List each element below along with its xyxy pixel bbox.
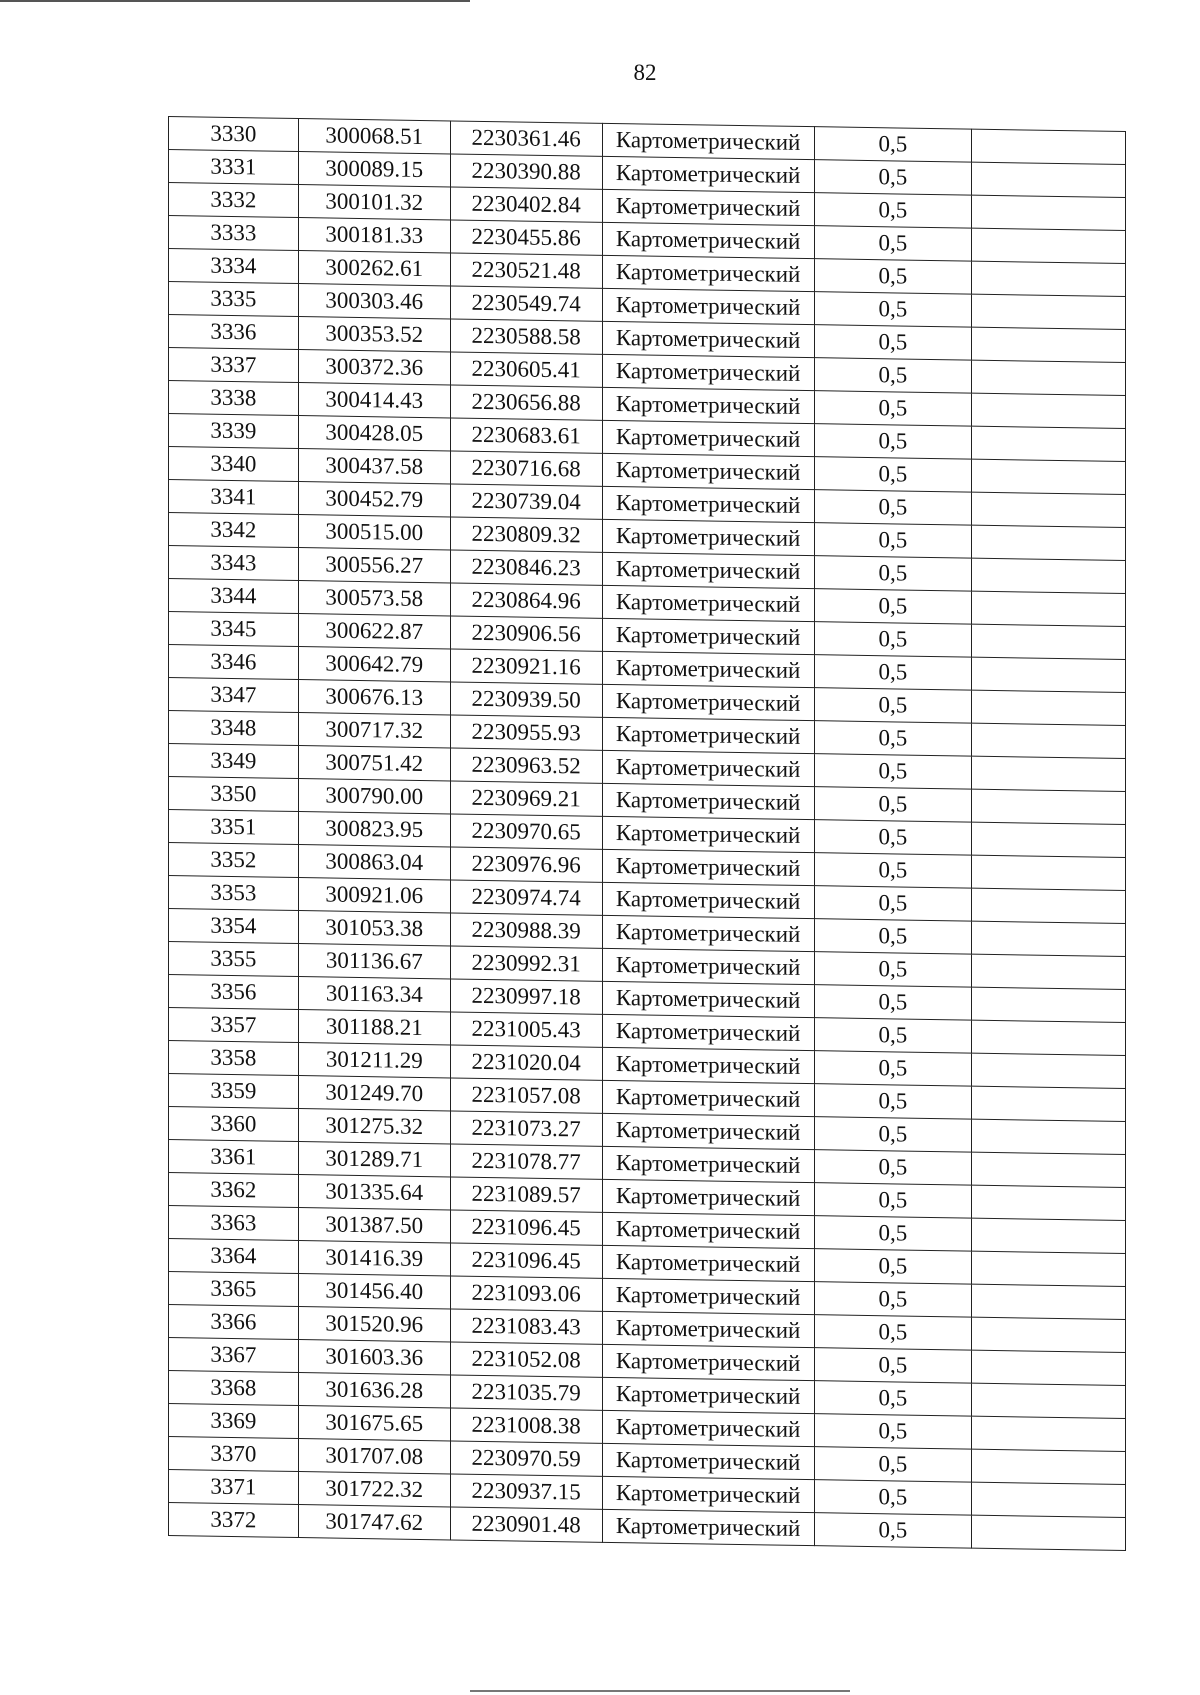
method-cell: Картометрический	[602, 948, 814, 984]
point-number-cell: 3331	[169, 150, 299, 185]
y-coordinate-cell: 2230739.04	[450, 484, 602, 519]
method-cell: Картометрический	[602, 189, 814, 225]
point-number-cell: 3341	[169, 480, 299, 515]
note-cell	[972, 789, 1126, 824]
method-cell: Картометрический	[602, 1080, 814, 1116]
y-coordinate-cell: 2230963.52	[450, 748, 602, 783]
accuracy-cell: 0,5	[814, 1216, 972, 1251]
accuracy-cell: 0,5	[814, 490, 972, 525]
accuracy-cell: 0,5	[814, 556, 972, 591]
y-coordinate-cell: 2230846.23	[450, 550, 602, 585]
method-cell: Картометрический	[602, 849, 814, 885]
method-cell: Картометрический	[602, 1014, 814, 1050]
note-cell	[972, 327, 1126, 362]
x-coordinate-cell: 301747.62	[298, 1505, 450, 1540]
y-coordinate-cell: 2230455.86	[450, 220, 602, 255]
x-coordinate-cell: 301249.70	[298, 1076, 450, 1111]
point-number-cell: 3345	[169, 612, 299, 647]
point-number-cell: 3350	[169, 777, 299, 812]
method-cell: Картометрический	[602, 1410, 814, 1446]
y-coordinate-cell: 2230955.93	[450, 715, 602, 750]
note-cell	[972, 195, 1126, 230]
point-number-cell: 3339	[169, 414, 299, 449]
method-cell: Картометрический	[602, 816, 814, 852]
y-coordinate-cell: 2231005.43	[450, 1012, 602, 1047]
accuracy-cell: 0,5	[814, 1183, 972, 1218]
y-coordinate-cell: 2230402.84	[450, 187, 602, 222]
accuracy-cell: 0,5	[814, 589, 972, 624]
y-coordinate-cell: 2231096.45	[450, 1243, 602, 1278]
bottom-scan-rule	[470, 1690, 850, 1692]
note-cell	[972, 723, 1126, 758]
note-cell	[972, 261, 1126, 296]
y-coordinate-cell: 2230864.96	[450, 583, 602, 618]
y-coordinate-cell: 2230937.15	[450, 1474, 602, 1509]
note-cell	[972, 294, 1126, 329]
y-coordinate-cell: 2230901.48	[450, 1507, 602, 1542]
accuracy-cell: 0,5	[814, 1249, 972, 1284]
accuracy-cell: 0,5	[814, 160, 972, 195]
method-cell: Картометрический	[602, 1344, 814, 1380]
x-coordinate-cell: 300089.15	[298, 152, 450, 187]
y-coordinate-cell: 2231035.79	[450, 1375, 602, 1410]
x-coordinate-cell: 300262.61	[298, 251, 450, 286]
point-number-cell: 3364	[169, 1239, 299, 1274]
accuracy-cell: 0,5	[814, 1381, 972, 1416]
x-coordinate-cell: 300863.04	[298, 845, 450, 880]
point-number-cell: 3361	[169, 1140, 299, 1175]
x-coordinate-cell: 301456.40	[298, 1274, 450, 1309]
method-cell: Картометрический	[602, 387, 814, 423]
y-coordinate-cell: 2230970.59	[450, 1441, 602, 1476]
note-cell	[972, 1086, 1126, 1121]
point-number-cell: 3337	[169, 348, 299, 383]
note-cell	[972, 1152, 1126, 1187]
x-coordinate-cell: 300353.52	[298, 317, 450, 352]
method-cell: Картометрический	[602, 552, 814, 588]
accuracy-cell: 0,5	[814, 1051, 972, 1086]
note-cell	[972, 1317, 1126, 1352]
x-coordinate-cell: 300414.43	[298, 383, 450, 418]
accuracy-cell: 0,5	[814, 1150, 972, 1185]
y-coordinate-cell: 2230390.88	[450, 154, 602, 189]
y-coordinate-cell: 2230521.48	[450, 253, 602, 288]
accuracy-cell: 0,5	[814, 952, 972, 987]
accuracy-cell: 0,5	[814, 358, 972, 393]
method-cell: Картометрический	[602, 1245, 814, 1281]
note-cell	[972, 360, 1126, 395]
accuracy-cell: 0,5	[814, 259, 972, 294]
note-cell	[972, 1416, 1126, 1451]
accuracy-cell: 0,5	[814, 1513, 972, 1548]
note-cell	[972, 987, 1126, 1022]
accuracy-cell: 0,5	[814, 787, 972, 822]
y-coordinate-cell: 2230549.74	[450, 286, 602, 321]
accuracy-cell: 0,5	[814, 985, 972, 1020]
y-coordinate-cell: 2230588.58	[450, 319, 602, 354]
x-coordinate-cell: 300622.87	[298, 614, 450, 649]
method-cell: Картометрический	[602, 288, 814, 324]
accuracy-cell: 0,5	[814, 919, 972, 954]
point-number-cell: 3352	[169, 843, 299, 878]
y-coordinate-cell: 2230656.88	[450, 385, 602, 420]
point-number-cell: 3340	[169, 447, 299, 482]
point-number-cell: 3360	[169, 1107, 299, 1142]
accuracy-cell: 0,5	[814, 655, 972, 690]
point-number-cell: 3368	[169, 1371, 299, 1406]
method-cell: Картометрический	[602, 981, 814, 1017]
note-cell	[972, 162, 1126, 197]
x-coordinate-cell: 301211.29	[298, 1043, 450, 1078]
note-cell	[972, 1251, 1126, 1286]
point-number-cell: 3370	[169, 1437, 299, 1472]
method-cell: Картометрический	[602, 519, 814, 555]
accuracy-cell: 0,5	[814, 1084, 972, 1119]
y-coordinate-cell: 2231096.45	[450, 1210, 602, 1245]
accuracy-cell: 0,5	[814, 391, 972, 426]
accuracy-cell: 0,5	[814, 1117, 972, 1152]
y-coordinate-cell: 2231057.08	[450, 1078, 602, 1113]
x-coordinate-cell: 300642.79	[298, 647, 450, 682]
point-number-cell: 3347	[169, 678, 299, 713]
point-number-cell: 3349	[169, 744, 299, 779]
y-coordinate-cell: 2231052.08	[450, 1342, 602, 1377]
point-number-cell: 3330	[169, 117, 299, 152]
point-number-cell: 3351	[169, 810, 299, 845]
method-cell: Картометрический	[602, 321, 814, 357]
y-coordinate-cell: 2230605.41	[450, 352, 602, 387]
accuracy-cell: 0,5	[814, 1447, 972, 1482]
accuracy-cell: 0,5	[814, 523, 972, 558]
note-cell	[972, 459, 1126, 494]
x-coordinate-cell: 300676.13	[298, 680, 450, 715]
method-cell: Картометрический	[602, 618, 814, 654]
accuracy-cell: 0,5	[814, 325, 972, 360]
method-cell: Картометрический	[602, 1047, 814, 1083]
point-number-cell: 3371	[169, 1470, 299, 1505]
method-cell: Картометрический	[602, 783, 814, 819]
note-cell	[972, 921, 1126, 956]
x-coordinate-cell: 300068.51	[298, 119, 450, 154]
point-number-cell: 3355	[169, 942, 299, 977]
method-cell: Картометрический	[602, 1179, 814, 1215]
x-coordinate-cell: 300372.36	[298, 350, 450, 385]
note-cell	[972, 129, 1126, 164]
note-cell	[972, 1119, 1126, 1154]
point-number-cell: 3372	[169, 1503, 299, 1538]
y-coordinate-cell: 2230683.61	[450, 418, 602, 453]
point-number-cell: 3356	[169, 975, 299, 1010]
x-coordinate-cell: 301675.65	[298, 1406, 450, 1441]
note-cell	[972, 855, 1126, 890]
note-cell	[972, 1185, 1126, 1220]
point-number-cell: 3365	[169, 1272, 299, 1307]
y-coordinate-cell: 2230716.68	[450, 451, 602, 486]
accuracy-cell: 0,5	[814, 1348, 972, 1383]
x-coordinate-cell: 301335.64	[298, 1175, 450, 1210]
x-coordinate-cell: 301053.38	[298, 911, 450, 946]
point-number-cell: 3366	[169, 1305, 299, 1340]
accuracy-cell: 0,5	[814, 457, 972, 492]
x-coordinate-cell: 300790.00	[298, 779, 450, 814]
y-coordinate-cell: 2231093.06	[450, 1276, 602, 1311]
point-number-cell: 3332	[169, 183, 299, 218]
note-cell	[972, 954, 1126, 989]
point-number-cell: 3348	[169, 711, 299, 746]
method-cell: Картометрический	[602, 1443, 814, 1479]
method-cell: Картометрический	[602, 222, 814, 258]
note-cell	[972, 1515, 1126, 1550]
method-cell: Картометрический	[602, 156, 814, 192]
method-cell: Картометрический	[602, 1278, 814, 1314]
y-coordinate-cell: 2230361.46	[450, 121, 602, 156]
accuracy-cell: 0,5	[814, 1315, 972, 1350]
accuracy-cell: 0,5	[814, 1018, 972, 1053]
method-cell: Картометрический	[602, 486, 814, 522]
method-cell: Картометрический	[602, 717, 814, 753]
note-cell	[972, 1284, 1126, 1319]
x-coordinate-cell: 300921.06	[298, 878, 450, 913]
note-cell	[972, 1482, 1126, 1517]
coordinates-table-body	[169, 117, 1126, 1551]
accuracy-cell: 0,5	[814, 1282, 972, 1317]
note-cell	[972, 228, 1126, 263]
note-cell	[972, 756, 1126, 791]
x-coordinate-cell: 301136.67	[298, 944, 450, 979]
accuracy-cell: 0,5	[814, 853, 972, 888]
method-cell: Картометрический	[602, 585, 814, 621]
point-number-cell: 3357	[169, 1008, 299, 1043]
method-cell: Картометрический	[602, 1113, 814, 1149]
method-cell: Картометрический	[602, 420, 814, 456]
x-coordinate-cell: 301163.34	[298, 977, 450, 1012]
note-cell	[972, 1383, 1126, 1418]
method-cell: Картометрический	[602, 915, 814, 951]
point-number-cell: 3346	[169, 645, 299, 680]
accuracy-cell: 0,5	[814, 424, 972, 459]
x-coordinate-cell: 300452.79	[298, 482, 450, 517]
accuracy-cell: 0,5	[814, 292, 972, 327]
accuracy-cell: 0,5	[814, 1480, 972, 1515]
coordinates-table	[168, 116, 1126, 1551]
point-number-cell: 3338	[169, 381, 299, 416]
point-number-cell: 3359	[169, 1074, 299, 1109]
accuracy-cell: 0,5	[814, 754, 972, 789]
y-coordinate-cell: 2231089.57	[450, 1177, 602, 1212]
x-coordinate-cell: 301416.39	[298, 1241, 450, 1276]
y-coordinate-cell: 2231073.27	[450, 1111, 602, 1146]
x-coordinate-cell: 301603.36	[298, 1340, 450, 1375]
y-coordinate-cell: 2231008.38	[450, 1408, 602, 1443]
top-scan-rule	[0, 0, 470, 2]
note-cell	[972, 1449, 1126, 1484]
note-cell	[972, 1350, 1126, 1385]
y-coordinate-cell: 2231020.04	[450, 1045, 602, 1080]
note-cell	[972, 1020, 1126, 1055]
x-coordinate-cell: 300428.05	[298, 416, 450, 451]
point-number-cell: 3354	[169, 909, 299, 944]
y-coordinate-cell: 2230921.16	[450, 649, 602, 684]
point-number-cell: 3363	[169, 1206, 299, 1241]
method-cell: Картометрический	[602, 255, 814, 291]
x-coordinate-cell: 300101.32	[298, 185, 450, 220]
x-coordinate-cell: 301636.28	[298, 1373, 450, 1408]
method-cell: Картометрический	[602, 684, 814, 720]
x-coordinate-cell: 300823.95	[298, 812, 450, 847]
y-coordinate-cell: 2230939.50	[450, 682, 602, 717]
y-coordinate-cell: 2230906.56	[450, 616, 602, 651]
point-number-cell: 3362	[169, 1173, 299, 1208]
method-cell: Картометрический	[602, 453, 814, 489]
note-cell	[972, 690, 1126, 725]
accuracy-cell: 0,5	[814, 622, 972, 657]
method-cell: Картометрический	[602, 1509, 814, 1545]
x-coordinate-cell: 300515.00	[298, 515, 450, 550]
y-coordinate-cell: 2230809.32	[450, 517, 602, 552]
y-coordinate-cell: 2231083.43	[450, 1309, 602, 1344]
accuracy-cell: 0,5	[814, 127, 972, 162]
method-cell: Картометрический	[602, 1311, 814, 1347]
x-coordinate-cell: 301387.50	[298, 1208, 450, 1243]
point-number-cell: 3344	[169, 579, 299, 614]
page-number: 82	[633, 60, 657, 85]
x-coordinate-cell: 300437.58	[298, 449, 450, 484]
method-cell: Картометрический	[602, 123, 814, 159]
y-coordinate-cell: 2230969.21	[450, 781, 602, 816]
x-coordinate-cell: 301275.32	[298, 1109, 450, 1144]
x-coordinate-cell: 300751.42	[298, 746, 450, 781]
method-cell: Картометрический	[602, 1476, 814, 1512]
method-cell: Картометрический	[602, 1377, 814, 1413]
note-cell	[972, 822, 1126, 857]
point-number-cell: 3336	[169, 315, 299, 350]
method-cell: Картометрический	[602, 1212, 814, 1248]
x-coordinate-cell: 301520.96	[298, 1307, 450, 1342]
note-cell	[972, 657, 1126, 692]
x-coordinate-cell: 300556.27	[298, 548, 450, 583]
note-cell	[972, 525, 1126, 560]
note-cell	[972, 1218, 1126, 1253]
x-coordinate-cell: 300303.46	[298, 284, 450, 319]
point-number-cell: 3342	[169, 513, 299, 548]
x-coordinate-cell: 300181.33	[298, 218, 450, 253]
note-cell	[972, 393, 1126, 428]
note-cell	[972, 1053, 1126, 1088]
method-cell: Картометрический	[602, 354, 814, 390]
accuracy-cell: 0,5	[814, 721, 972, 756]
x-coordinate-cell: 301289.71	[298, 1142, 450, 1177]
method-cell: Картометрический	[602, 1146, 814, 1182]
point-number-cell: 3335	[169, 282, 299, 317]
method-cell: Картометрический	[602, 651, 814, 687]
x-coordinate-cell: 300717.32	[298, 713, 450, 748]
y-coordinate-cell: 2230974.74	[450, 880, 602, 915]
note-cell	[972, 492, 1126, 527]
point-number-cell: 3353	[169, 876, 299, 911]
note-cell	[972, 888, 1126, 923]
accuracy-cell: 0,5	[814, 1414, 972, 1449]
point-number-cell: 3334	[169, 249, 299, 284]
point-number-cell: 3333	[169, 216, 299, 251]
point-number-cell: 3343	[169, 546, 299, 581]
note-cell	[972, 558, 1126, 593]
y-coordinate-cell: 2230976.96	[450, 847, 602, 882]
accuracy-cell: 0,5	[814, 226, 972, 261]
point-number-cell: 3358	[169, 1041, 299, 1076]
accuracy-cell: 0,5	[814, 886, 972, 921]
x-coordinate-cell: 301722.32	[298, 1472, 450, 1507]
y-coordinate-cell: 2231078.77	[450, 1144, 602, 1179]
note-cell	[972, 426, 1126, 461]
y-coordinate-cell: 2230997.18	[450, 979, 602, 1014]
point-number-cell: 3367	[169, 1338, 299, 1373]
method-cell: Картометрический	[602, 882, 814, 918]
x-coordinate-cell: 300573.58	[298, 581, 450, 616]
accuracy-cell: 0,5	[814, 193, 972, 228]
y-coordinate-cell: 2230988.39	[450, 913, 602, 948]
y-coordinate-cell: 2230992.31	[450, 946, 602, 981]
method-cell: Картометрический	[602, 750, 814, 786]
accuracy-cell: 0,5	[814, 820, 972, 855]
point-number-cell: 3369	[169, 1404, 299, 1439]
y-coordinate-cell: 2230970.65	[450, 814, 602, 849]
accuracy-cell: 0,5	[814, 688, 972, 723]
note-cell	[972, 624, 1126, 659]
x-coordinate-cell: 301188.21	[298, 1010, 450, 1045]
note-cell	[972, 591, 1126, 626]
x-coordinate-cell: 301707.08	[298, 1439, 450, 1474]
